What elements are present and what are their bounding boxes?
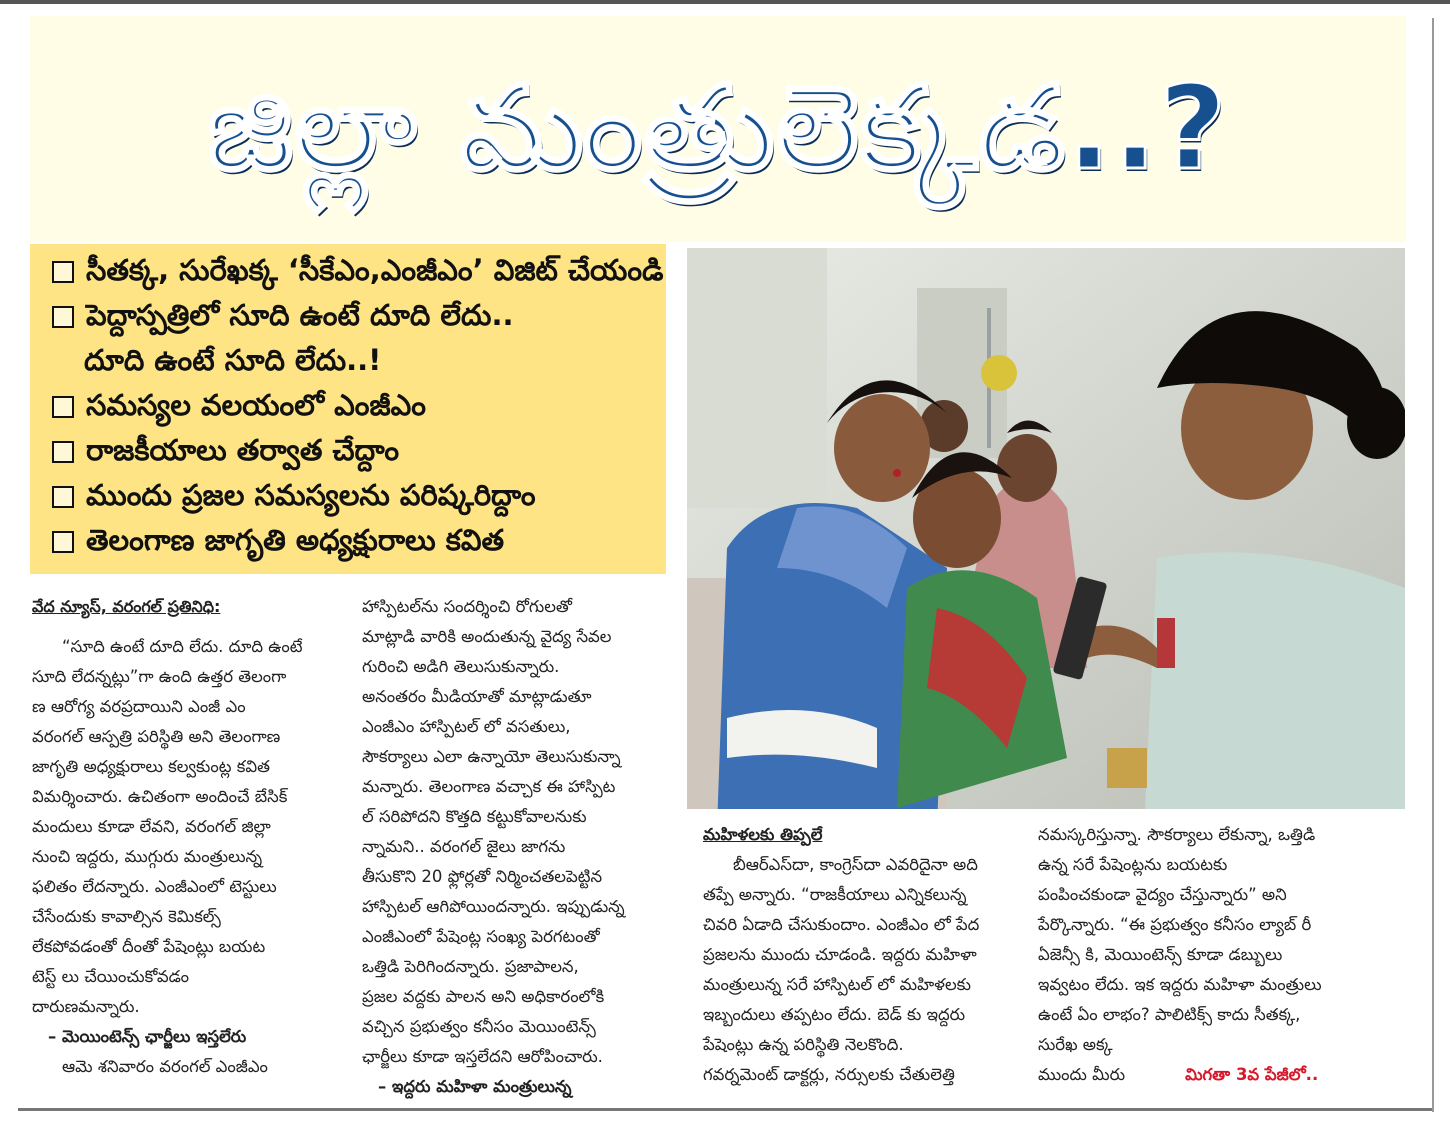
column-line: సూది లేదన్నట్లు”గా ఉంది ఉత్తర తెలంగా [32, 667, 287, 686]
column-line: మందులు కూడా లేవని, వరంగల్ జిల్లా [32, 817, 271, 836]
column-line: హాస్పిటల్‌ను సందర్శించి రోగులతో [362, 597, 572, 616]
checkbox-icon [52, 531, 74, 553]
column-line: వరంగల్ ఆస్పత్రి పరిస్థితి అని తెలంగాణ [32, 727, 281, 746]
column-line: ఇబ్బందులు తప్పటం లేదు. బెడ్ కు ఇద్దరు [703, 1005, 966, 1024]
column-line: ఉంటే ఏం లాభం? పాలిటిక్స్ కాదు సీతక్క, [1038, 1005, 1301, 1024]
column-line: ఇవ్వటం లేదు. ఇక ఇద్దరు మహిళా మంత్రులు [1038, 975, 1322, 994]
column-line: సౌకర్యాలు ఎలా ఉన్నాయో తెలుసుకున్నా [362, 747, 621, 766]
highlight-item: రాజకీయాలు తర్వాత చేద్దాం [52, 428, 666, 473]
column-line: గవర్నమెంట్ డాక్టర్లు, నర్సులకు చేతులెత్తి [703, 1065, 955, 1084]
column-line: దారుణమన్నారు. [32, 997, 140, 1016]
column-line: ఫలితం లేదన్నారు. ఎంజీఎంలో టెస్టులు [32, 877, 277, 896]
right-rule [1432, 18, 1434, 1112]
column-line: మాట్లాడి వారికి అందుతున్న వైద్య సేవల [362, 627, 612, 646]
continued-note: మిగతా 3వ పేజీలో.. [1185, 1065, 1319, 1084]
column-line: చేసేందుకు కావాల్సిన కెమికల్స్ [32, 907, 221, 926]
column-line: ప్రజల వద్దకు పాలన అని అధికారంలోకి [362, 987, 605, 1006]
checkbox-icon [52, 306, 74, 328]
bottom-rule [18, 1108, 1432, 1111]
top-rule [0, 0, 1450, 4]
column-line: ఎంజీఎం హాస్పిటల్ లో వసతులు, [362, 717, 571, 736]
headline: జిల్లా మంత్రులెక్కడ..? [207, 61, 1229, 196]
column-line: “సూది ఉంటే దూది లేదు. దూది ఉంటే [62, 637, 303, 656]
column-line: పేషెంట్లు ఉన్న పరిస్థితి నెలకొంది. [703, 1035, 904, 1054]
column-line: న్నామని.. వరంగల్ జైలు జాగను [362, 837, 566, 856]
column-line: విమర్శించారు. ఉచితంగా అందించే బేసిక్ [32, 787, 288, 806]
column-line: బీఆర్ఎస్‌దా, కాంగ్రెస్‌దా ఎవరిదైనా అది [733, 855, 978, 874]
column-line: అనంతరం మీడియాతో మాట్లాడుతూ [362, 687, 592, 706]
text-column-2 [362, 592, 662, 1102]
photo-illustration [687, 248, 1405, 809]
column-line: గురించి అడిగి తెలుసుకున్నారు. [362, 657, 560, 676]
checkbox-icon [52, 441, 74, 463]
column-line: ఎంజీఎంలో పేషెంట్ల సంఖ్య పెరగటంతో [362, 927, 600, 946]
column-line: ణ ఆరోగ్య వరప్రదాయిని ఎంజీ ఎం [32, 697, 246, 716]
column-line: తీసుకొని 20 ఫ్లోర్లతో నిర్మించతలపెట్టిన [362, 867, 603, 886]
subheading: మహిళలకు తిప్పలే [703, 825, 823, 844]
highlights-box [30, 244, 666, 574]
column-line: మన్నారు. తెలంగాణ వచ్చాక ఈ హాస్పిట [362, 777, 616, 796]
highlight-item: సీతక్క, సురేఖక్క ‘సీకేఎం,ఎంజీఎం’ విజిట్ చేయండి [52, 248, 666, 293]
text-column-3 [703, 820, 1033, 1090]
column-line: ప్రజలను ముందు చూడండి. ఇద్దరు మహిళా [703, 945, 977, 964]
column-line: జాగృతి అధ్యక్షురాలు కల్వకుంట్ల కవిత [32, 757, 270, 776]
column-line: ఒత్తిడి పెరిగిందన్నారు. ప్రజాపాలన, [362, 957, 579, 976]
highlight-item: తెలంగాణ జాగృతి అధ్యక్షురాలు కవిత [52, 518, 666, 563]
text-column-1 [32, 592, 332, 1082]
column-line: సురేఖ అక్క [1038, 1035, 1113, 1054]
subheading: – ఇద్దరు మహిళా మంత్రులున్న [378, 1077, 572, 1096]
news-photo [687, 248, 1405, 809]
column-line: మంత్రులున్న సరే హాస్పిటల్ లో మహిళలకు [703, 975, 971, 994]
column-line: వచ్చిన ప్రభుత్వం కనీసం మెయింటెన్స్ [362, 1017, 596, 1036]
column-line: ముందు మీరు మిగతా 3వ పేజీలో.. [1038, 1065, 1319, 1084]
column-line: ఉన్న సరే పేషెంట్లను బయటకు [1038, 855, 1228, 874]
headline-band [30, 16, 1406, 242]
column-line: ఛార్జీలు కూడా ఇస్తలేదని ఆరోపించారు. [362, 1047, 603, 1066]
highlight-item-continuation: దూది ఉంటే సూది లేదు..! [84, 343, 382, 377]
subheading: – మెయింటెన్స్ ఛార్జీలు ఇస్తలేరు [48, 1027, 247, 1046]
highlight-item: సమస్యల వలయంలో ఎంజీఎం [52, 383, 666, 428]
column-line: పంపించకుండా వైద్యం చేస్తున్నారు” అని [1038, 885, 1287, 904]
column-line: నుంచి ఇద్దరు, ముగ్గురు మంత్రులున్న [32, 847, 263, 866]
checkbox-icon [52, 396, 74, 418]
checkbox-icon [52, 486, 74, 508]
column-line: ల్ సరిపోదని కొత్తది కట్టుకోవాలనుకు [362, 807, 587, 826]
column-line: ఆమె శనివారం వరంగల్ ఎంజీఎం [62, 1057, 268, 1076]
column-line: హాస్పిటల్ ఆగిపోయిందన్నారు. ఇప్పుడున్న [362, 897, 625, 916]
column-line: టెస్ట్ లు చేయించుకోవడం [32, 967, 189, 986]
highlight-item: ముందు ప్రజల సమస్యలను పరిష్కరిద్దాం [52, 473, 666, 518]
column-line: ఏజెన్సీ కి, మెయింటెన్స్ కూడా డబ్బులు [1038, 945, 1283, 964]
column-line: లేకపోవడంతో దీంతో పేషెంట్లు బయట [32, 937, 266, 956]
checkbox-icon [52, 261, 74, 283]
column-line: చివరి ఏడాది చేసుకుందాం. ఎంజీఎం లో పేద [703, 915, 980, 934]
column-line: పేర్కొన్నారు. “ఈ ప్రభుత్వం కనీసం ల్యాబ్ రీ [1038, 915, 1312, 934]
text-column-4 [1038, 820, 1408, 1090]
byline: వేద న్యూస్, వరంగల్ ప్రతినిధి: [32, 597, 221, 616]
column-line: తప్పే అన్నారు. “రాజకీయాలు ఎన్నికలున్న [703, 885, 967, 904]
highlight-item: పెద్దాస్పత్రిలో సూది ఉంటే దూది లేదు.. [52, 293, 666, 338]
column-line: నమస్కరిస్తున్నా. సౌకర్యాలు లేకున్నా, ఒత్తిడి [1038, 825, 1316, 844]
